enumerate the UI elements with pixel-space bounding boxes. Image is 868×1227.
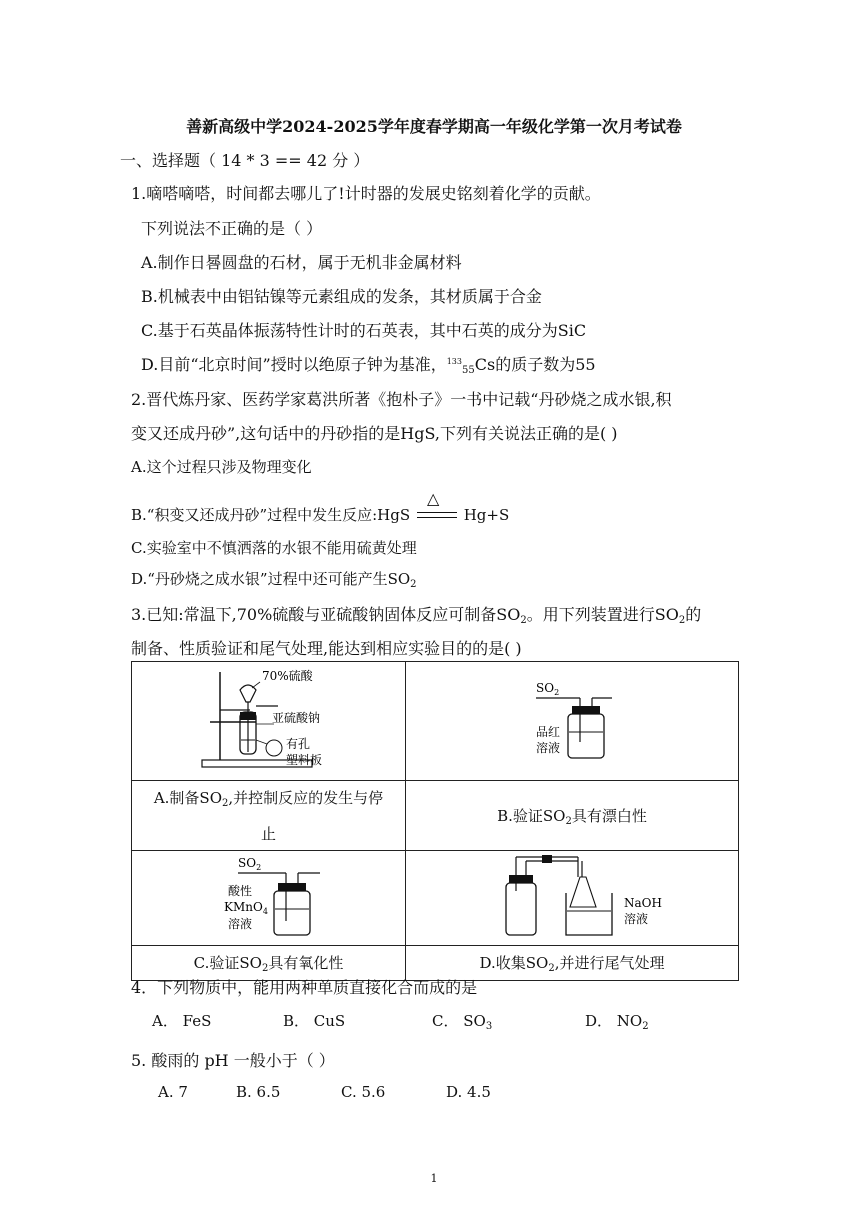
heating-triangle-icon: △ [426,489,440,508]
page-number: 1 [430,1172,438,1185]
q5-option-d: D. 4.5 [446,1083,491,1101]
opt-c-post: 具有氧化性 [268,954,344,972]
fig-c-gas-label: $SO_2$ [238,856,262,872]
q2-option-d-sub: 2 [410,579,417,590]
q3-stem-sub2: 2 [678,615,686,626]
q4-option-c-text: C． SO [432,1012,486,1030]
section-heading: 一、选择题（ 14 * 3 == 42 分 ） [120,151,370,170]
q3-stem-part3: 的 [685,605,702,624]
fig-a-label-plate: 塑料板 [286,753,323,767]
q5-option-c: C. 5.6 [341,1083,386,1101]
figure-d-cell [406,851,739,946]
q1-option-d-post: Cs的质子数为55 [474,355,596,374]
q1-option-c: C.基于石英晶体振荡特性计时的石英表，其中石英的成分为SiC [141,321,587,340]
q5-option-a: A. 7 [158,1083,188,1101]
q4-option-c [432,1010,492,1032]
opt-d-sub: 2 [548,963,555,974]
fig-a-label-acid: 70%硫酸 [262,669,313,683]
q1-atomic-number: 55 [462,365,475,376]
q1-stem-line2: 下列说法不正确的是（ ） [141,219,323,238]
fig-c-label1: 酸性 [228,884,253,898]
opt-c-sub: 2 [261,963,269,974]
q4-stem: 4．下列物质中，能用两种单质直接化合而成的是 [131,978,478,997]
option-a-cell [132,781,406,851]
opt-a-line2: 止 [260,824,276,843]
figure-c-cell [132,851,406,946]
fig-d-label1: NaOH [624,896,662,910]
q2-stem-line1: 2.晋代炼丹家、医药学家葛洪所著《抱朴子》一书中记载“丹砂烧之成水银,积 [131,390,672,409]
q4-option-a: A． FeS [152,1012,212,1030]
q3-stem-line1 [131,602,701,626]
figure-c-oxidation-apparatus [132,851,405,941]
q2-option-d-text: D.“丹砂烧之成水银”过程中还可能产生SO [131,570,411,588]
q5-option-b: B. 6.5 [236,1083,281,1101]
fig-a-label-sulfite: 亚硫酸钠 [272,711,321,725]
opt-d-post: ,并进行尾气处理 [554,954,665,972]
fig-a-label-holes: 有孔 [286,737,311,751]
opt-b-post: 具有漂白性 [571,806,647,825]
q2-option-b [131,489,510,525]
q3-stem-sub1: 2 [520,615,527,626]
q4-option-d-text: D． NO [585,1012,643,1030]
q3-stem-line2: 制备、性质验证和尾气处理,能达到相应实验目的的是( ) [131,639,522,658]
fig-b-liquid-label2: 溶液 [536,741,561,755]
exam-title: 善新高级中学2024-2025学年度春学期高一年级化学第一次月考试卷 [186,117,682,136]
fig-b-liquid-label1: 品红 [536,725,561,739]
opt-a-sub: 2 [222,797,229,809]
q4-option-d-sub: 2 [642,1021,649,1032]
figure-a-generator-apparatus [132,662,405,776]
opt-c-text: C.验证SO [193,954,262,972]
q4-option-b: B． CuS [283,1012,346,1030]
opt-b-sub: 2 [565,815,572,827]
fig-c-label2: KMnO$_4$ [224,900,268,916]
figure-b-cell [406,662,739,781]
q5-stem: 5. 酸雨的 pH 一般小于（ ） [131,1051,335,1070]
q2-option-b-products: Hg+S [463,506,510,524]
q2-option-c: C.实验室中不慎洒落的水银不能用硫黄处理 [131,539,417,557]
q4-option-c-sub: 3 [485,1021,493,1032]
q3-stem-part2: 。用下列装置进行SO [526,605,679,624]
fig-b-gas-label: $SO_2$ [536,681,560,697]
q2-option-d [131,568,417,590]
q1-mass-number: 133 [446,357,462,366]
fig-c-label3: 溶液 [228,917,253,931]
option-b-cell [406,781,739,851]
q1-stem-line1: 1.嘀嗒嘀嗒，时间都去哪儿了!计时器的发展史铭刻着化学的贡献。 [131,184,601,203]
q1-option-b: B.机械表中由铝钴镍等元素组成的发条，其材质属于合金 [141,287,542,306]
q3-stem-part1: 3.已知:常温下,70%硫酸与亚硫酸钠固体反应可制备SO [131,605,521,624]
opt-d-text: D.收集SO [479,954,549,972]
figure-b-bleaching-apparatus [406,662,738,776]
heating-equals-sign [415,489,459,523]
apparatus-table [131,661,739,981]
q4-option-d [585,1010,649,1032]
q2-stem-line2: 变又还成丹砂”,这句话中的丹砂指的是HgS,下列有关说法正确的是( ) [131,424,618,443]
figure-d-collection-apparatus [406,851,738,941]
q2-option-b-text: B.“积变又还成丹砂”过程中发生反应:HgS [131,506,411,524]
q1-option-a: A.制作日晷圆盘的石材，属于无机非金属材料 [141,253,462,272]
q1-option-d-text: D.目前“北京时间”授时以绝原子钟为基准， [141,355,447,374]
opt-a-text: A.制备SO [153,788,223,807]
q1-option-d [141,352,596,376]
figure-a-cell [132,662,406,781]
fig-d-label2: 溶液 [624,912,649,926]
opt-a-post: ,并控制反应的发生与停 [228,788,384,807]
q2-option-a: A.这个过程只涉及物理变化 [131,458,312,476]
opt-b-text: B.验证SO [497,806,566,825]
